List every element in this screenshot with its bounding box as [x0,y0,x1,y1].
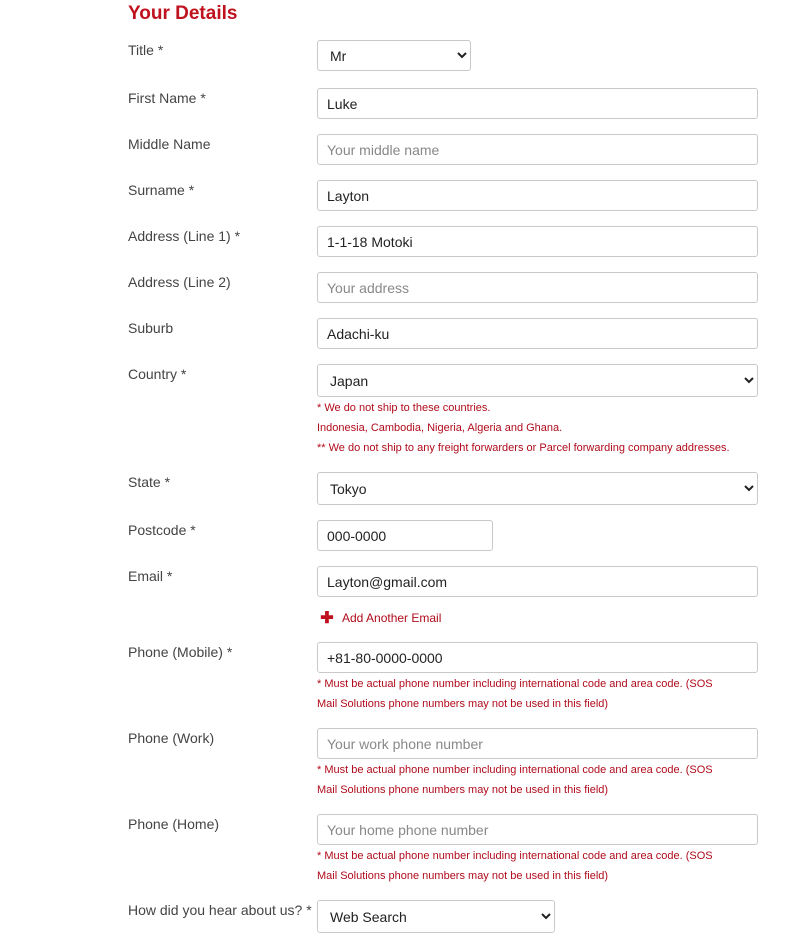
phone-work-note-2: Mail Solutions phone numbers may not be used in this field) [317,784,609,796]
phone-work-note-1: * Must be actual phone number including international code and area code. (SOS [317,764,713,776]
phone-home-label: Phone (Home) [128,816,220,832]
title-label: Title * [128,42,164,58]
middle-name-label: Middle Name [128,136,211,152]
suburb-label: Suburb [128,320,174,336]
country-note-2: Indonesia, Cambodia, Nigeria, Algeria and Ghana. [317,422,563,434]
surname-label: Surname * [128,182,195,198]
email-input[interactable] [317,566,758,597]
first-name-input[interactable] [317,88,758,119]
phone-mobile-note-2: Mail Solutions phone numbers may not be used in this field) [317,698,609,710]
first-name-label: First Name * [128,90,206,106]
referral-label: How did you hear about us? * [128,902,312,918]
add-email-button[interactable] [320,608,441,628]
state-select[interactable] [317,472,758,505]
phone-home-note-1: * Must be actual phone number including international code and area code. (SOS [317,850,713,862]
country-label: Country * [128,366,187,382]
address1-input[interactable] [317,226,758,257]
section-heading: Your Details [128,3,238,24]
address1-label: Address (Line 1) * [128,228,241,244]
phone-mobile-label: Phone (Mobile) * [128,644,233,660]
email-label: Email * [128,568,173,584]
phone-work-label: Phone (Work) [128,730,215,746]
title-select[interactable] [317,40,471,71]
state-label: State * [128,474,171,490]
add-email-label: Add Another Email [342,611,442,625]
surname-input[interactable] [317,180,758,211]
country-note-3: ** We do not ship to any freight forwarders or Parcel forwarding company addresses. [317,442,730,454]
plus-icon: ✚ [320,610,334,627]
phone-work-input[interactable] [317,728,758,759]
phone-home-note-2: Mail Solutions phone numbers may not be used in this field) [317,870,609,882]
phone-home-input[interactable] [317,814,758,845]
country-note-1: * We do not ship to these countries. [317,402,491,414]
address2-input[interactable] [317,272,758,303]
postcode-label: Postcode * [128,522,196,538]
address2-label: Address (Line 2) [128,274,231,290]
middle-name-input[interactable] [317,134,758,165]
phone-mobile-input[interactable] [317,642,758,673]
country-select[interactable] [317,364,758,397]
referral-select[interactable] [317,900,555,933]
suburb-input[interactable] [317,318,758,349]
phone-mobile-note-1: * Must be actual phone number including international code and area code. (SOS [317,678,713,690]
postcode-input[interactable] [317,520,493,551]
